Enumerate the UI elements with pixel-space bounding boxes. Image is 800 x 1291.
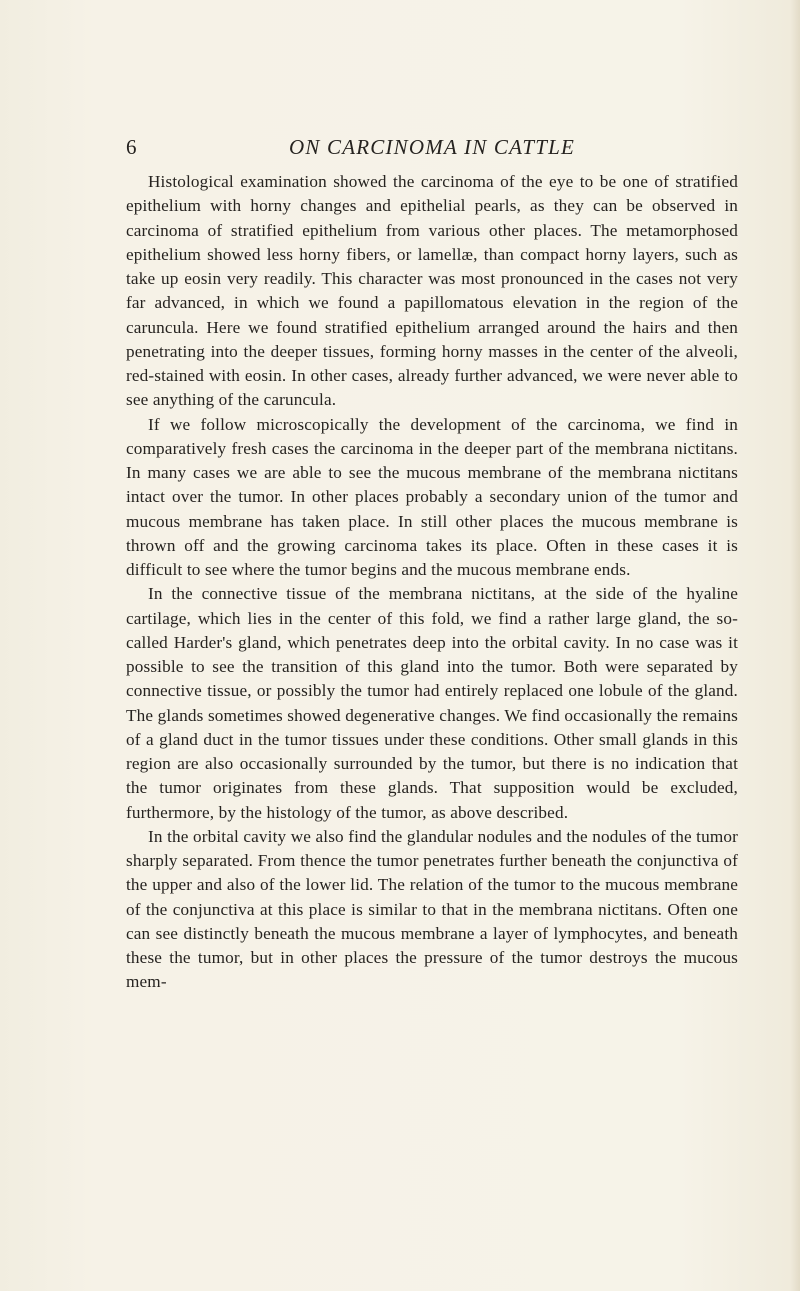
paragraph-orbital-cavity: In the orbital cavity we also find the glandular nodules and the nodules of the tumor sharply separated. From thence the tumor penetrates further beneath the conjunctiva of the upper and also of the lower lid. The relation of the tumor to the mucous membrane of the conjunctiva at this place is similar to that in the membrana nictitans. Often one can see distinctly beneath the mucous membrane a layer of lymphocytes, and beneath these the tumor, but in other places the pressure of the tumor destroys the mucous mem- [126,826,738,992]
paragraph-harders-gland: In the connective tissue of the membrana nictitans, at the side of the hyaline cartilage, which lies in the center of this fold, we find a rather large gland, the so-called Harder's gland, which penetrates deep into the orbital cavity. In no case was it possible to see the transition of this gland into the tumor. Both were separated by connective tissue, or possibly the tumor had entirely replaced one lobule of the gland. The glands sometimes showed degenerative changes. We find occasionally the remains of a gland duct in the tumor tissues under these conditions. Other small glands in this region are also occasionally surrounded by the tumor, but there is no indication that the tumor originates from these glands. That supposition would be excluded, furthermore, by the histology of the tumor, as above described. [126,584,738,822]
page-number: 6 [126,135,137,159]
paragraph-microscopic-development: If we follow microscopically the development of the carcinoma, we find in comparatively fresh cases the carcinoma in the deeper part of the membrana nictitans. In many cases we are able to see the mucous membrane of the membrana nictitans intact over the tumor. In other places probably a secondary union of the tumor and mucous membrane has taken place. In still other places the mucous membrane is thrown off and the growing carcinoma takes its place. Often in these cases it is difficult to see where the tumor begins and the mucous membrane ends. [126,414,738,579]
paragraph-histological-examination: Histological examination showed the carcinoma of the eye to be one of stratified epithelium with horny changes and epithelial pearls, as they can be observed in carcinoma of stratified epithelium from various other places. The metamorphosed epithelium showed less horny fibers, or lamellæ, than compact horny layers, such as take up eosin very readily. This character was most pronounced in the cases not very far advanced, in which we found a papillomatous elevation in the region of the caruncula. Here we found stratified epithelium arranged around the hairs and then penetrating into the deeper tissues, forming horny masses in the center of the alveoli, red-stained with eosin. In other cases, already further advanced, we were never able to see anything of the caruncula. [126,172,738,410]
running-title: ON CARCINOMA IN CATTLE [288,135,576,159]
body-text [126,170,738,995]
running-head [126,134,738,160]
page-edge-shadow [790,0,800,1291]
